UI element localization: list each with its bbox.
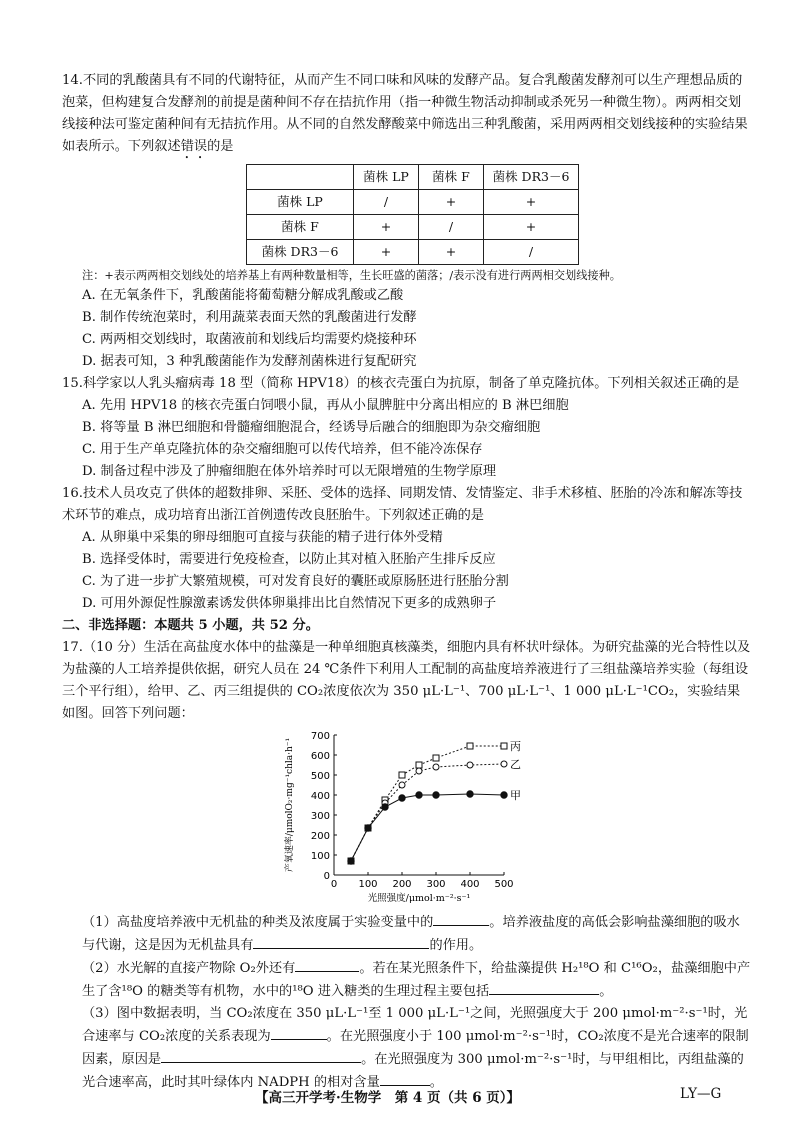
q14-option-a: A. 在无氧条件下，乳酸菌能将葡萄糖分解成乳酸或乙酸 [82,288,404,303]
series-label: 甲 [510,789,521,802]
data-point [433,792,439,798]
y-axis-label: 产氧速率/μmolO₂·mg⁻¹chla·h⁻¹ [285,737,295,873]
series-line-甲 [351,794,504,861]
question-14: 14.不同的乳酸菌具有不同的代谢特征，从而产生不同口味和风味的发酵产品。复合乳酸菌发酵剂可以生产理想品质的泡菜，但构建复合发酵剂的前提是菌种间不存在拮抗作用（指一种微生物活动抑制或杀死另一种微生物）。两两相交划线接种法可鉴定菌种间有无拮抗作用。从不同的自然发酵酸菜中筛选出三种乳酸菌，采用两两相交划线接种的实验结果如表所示。下列叙述错误的是 [62,73,748,154]
q14-option-c: C. 两两相交划线时，取菌液前和划线后均需要灼烧接种环 [82,332,417,347]
q16-option-c: C. 为了进一步扩大繁殖规模，可对发育良好的囊胚或原肠胚进行胚胎分割 [82,574,509,589]
chart-container [62,727,752,907]
table-cell: + [484,215,579,240]
y-tick-label: 500 [310,771,330,782]
series-label: 丙 [510,740,521,753]
table-row [247,240,579,265]
q15-option-c: C. 用于生产单克隆抗体的杂交瘤细胞可以传代培养，但不能冷冻保存 [82,442,483,457]
q16-option-d: D. 可用外源促性腺激素诱发供体卵巢排出比自然情况下更多的成熟卵子 [82,596,497,611]
q14-stem: 不同的乳酸菌具有不同的代谢特征，从而产生不同口味和风味的发酵产品。复合乳酸菌发酵剂可以生产理想品质的泡菜，但构建复合发酵剂的前提是菌种间不存在拮抗作用（指一种微生物活动抑制或杀死另一种微生物）。两两相交划线接种法可鉴定菌种间有无拮抗作用。从不同的自然发酵酸菜中筛选出三种乳酸菌，采用两两相交划线接种的实验结果如表所示。下列叙述 [62,73,748,154]
q16-option-b: B. 选择受体时，需要进行免疫检查，以防止其对植入胚胎产生排斥反应 [82,552,496,567]
data-point [399,795,405,801]
table-cell: / [354,190,419,215]
answer-blank[interactable] [433,911,489,926]
q15-stem: 科学家以人乳头瘤病毒 18 型（简称 HPV18）的核衣壳蛋白为抗原，制备了单克隆抗体。下列相关叙述正确的是 [82,376,740,391]
q16-stem: 技术人员攻克了供体的超数排卵、采胚、受体的选择、同期发情、发情鉴定、非手术移植、胚胎的冷冻和解冻等技术环节的难点，成功培育出浙江首例遗传改良胚胎牛。下列叙述正确的是 [62,486,743,523]
x-tick-label: 200 [392,879,412,890]
exam-page [62,70,752,1094]
data-point [467,743,473,749]
data-point [382,804,388,810]
y-tick-label: 100 [310,851,330,862]
y-tick-label: 300 [310,811,330,822]
data-point [433,764,439,770]
data-point [416,768,422,774]
table-cell: 菌株 F [247,215,354,240]
series-line-乙 [351,764,504,861]
answer-blank[interactable] [253,934,429,949]
y-tick-label: 600 [310,751,330,762]
q14-option-b: B. 制作传统泡菜时，利用蔬菜表面天然的乳酸菌进行发酵 [82,310,417,325]
q14-emphasis: 错误 [180,139,208,154]
answer-blank[interactable] [380,1071,430,1086]
data-point [399,772,405,778]
data-point [433,755,439,761]
table-cell: + [419,240,484,265]
table-cell: 菌株 LP [247,190,354,215]
table-cell: + [354,240,419,265]
data-point [365,825,371,831]
question-17: 17.（10 分）生活在高盐度水体中的盐藻是一种单细胞真核藻类，细胞内具有杯状叶绿体。为研究盐藻的光合特性以及为盐藻的人工培养提供依据，研究人员在 24 ℃条件下利用人工配制的高盐度培养液进行了三组盐藻培养实验（每组设三个平行组），给甲、乙、丙三组提供的 CO₂浓度依次为 350 μL·L⁻¹、700 μL·L⁻¹、1 000 μL·L⁻¹CO₂，实验结果如图。回答下列问题： [62,640,751,721]
data-point [416,762,422,768]
table-cell: / [419,215,484,240]
table-cell: + [419,190,484,215]
x-tick-label: 300 [426,879,446,890]
footer-code: LY—G [680,1086,722,1102]
series-label: 乙 [510,758,521,771]
data-point [399,782,405,788]
series-line-丙 [351,746,504,861]
q15-option-d: D. 制备过程中涉及了肿瘤细胞在体外培养时可以无限增殖的生物学原理 [82,464,497,479]
table-header-cell: 菌株 LP [354,165,419,190]
x-axis-label: 光照强度/μmol·m⁻²·s⁻¹ [367,893,471,904]
data-point [501,761,507,767]
x-tick-label: 0 [330,879,338,890]
table-header-cell: 菌株 DR3－6 [484,165,579,190]
q17-sub1: （1）高盐度培养液中无机盐的种类及浓度属于实验变量中的 。培养液盐度的高低会影响盐藻细胞的吸水与代谢，这是因为无机盐具有 的作用。 [62,911,752,957]
table-cell: 菌株 DR3－6 [247,240,354,265]
x-tick-label: 100 [358,879,378,890]
y-tick-label: 0 [323,871,330,882]
y-tick-label: 200 [310,831,330,842]
table-cell: + [354,215,419,240]
table-cell: / [484,240,579,265]
table-row [247,215,579,240]
data-point [348,858,354,864]
strain-table [246,164,579,265]
x-tick-label: 400 [460,879,480,890]
question-15: 15.科学家以人乳头瘤病毒 18 型（简称 HPV18）的核衣壳蛋白为抗原，制备了单克隆抗体。下列相关叙述正确的是 [62,376,740,391]
q15-option-a: A. 先用 HPV18 的核衣壳蛋白饲喂小鼠，再从小鼠脾脏中分离出相应的 B 淋巴细胞 [82,398,569,413]
section-heading: 二、非选择题：本题共 5 小题，共 52 分。 [62,618,319,633]
question-16: 16.技术人员攻克了供体的超数排卵、采胚、受体的选择、同期发情、发情鉴定、非手术移植、胚胎的冷冻和解冻等技术环节的难点，成功培育出浙江首例遗传改良胚胎牛。下列叙述正确的是 [62,486,743,523]
oxygen-rate-chart [272,727,572,907]
answer-blank[interactable] [295,957,359,972]
table-header-row [247,165,579,190]
q17-sub3: （3）图中数据表明，当 CO₂浓度在 350 μL·L⁻¹至 1 000 μL·L⁻¹之间，光照强度大于 200 μmol·m⁻²·s⁻¹时，光合速率与 CO₂浓度的关系表现为 。在光照强度小于 100 μmol·m⁻²·s⁻¹时，CO₂浓度不是光合速率的限制因素，原因是 。在光照强度为 300 μmol·m⁻²·s⁻¹时，与甲组相比，丙组盐藻的光合速率高，此时其叶绿体内 NADPH 的相对含量 。 [82,1006,749,1090]
data-point [467,791,473,797]
data-point [501,792,507,798]
footer-title: 【高三开学考·生物学 第 4 页（共 6 页）】 [255,1090,521,1106]
q14-option-d: D. 据表可知，3 种乳酸菌能作为发酵剂菌株进行复配研究 [82,354,417,369]
q17-stem: （10 分）生活在高盐度水体中的盐藻是一种单细胞真核藻类，细胞内具有杯状叶绿体。为研究盐藻的光合特性以及为盐藻的人工培养提供依据，研究人员在 24 ℃条件下利用人工配制的高盐度培养液进行了三组盐藻培养实验（每组设三个平行组），给甲、乙、丙三组提供的 CO₂浓度依次为 350 μL·L⁻¹、700 μL·L⁻¹、1 000 μL·L⁻¹CO₂，实验结果如图。回答下列问题： [62,640,751,721]
answer-blank[interactable] [271,1025,327,1040]
answer-blank[interactable] [489,980,599,995]
q16-option-a: A. 从卵巢中采集的卵母细胞可直接与获能的精子进行体外受精 [82,530,443,545]
table-cell: + [484,190,579,215]
data-point [501,743,507,749]
y-tick-label: 700 [310,731,330,742]
data-point [467,762,473,768]
answer-blank[interactable] [161,1048,361,1063]
q15-option-b: B. 将等量 B 淋巴细胞和骨髓瘤细胞混合，经诱导后融合的细胞即为杂交瘤细胞 [82,420,541,435]
y-tick-label: 400 [310,791,330,802]
q17-sub2: （2）水光解的直接产物除 O₂外还有 。若在某光照条件下，给盐藻提供 H₂¹⁸O 和 C¹⁶O₂，盐藻细胞中产生了含¹⁸O 的糖类等有机物，水中的¹⁸O 进入糖类的生理过程主要包括 。 [62,957,752,1003]
x-tick-label: 500 [494,879,514,890]
table-row [247,190,579,215]
data-point [416,792,422,798]
table-header-cell [247,165,354,190]
table-note: 注：+表示两两相交划线处的培养基上有两种数量相等，生长旺盛的菌落；/表示没有进行两两相交划线接种。 [82,269,621,282]
table-header-cell: 菌株 F [419,165,484,190]
